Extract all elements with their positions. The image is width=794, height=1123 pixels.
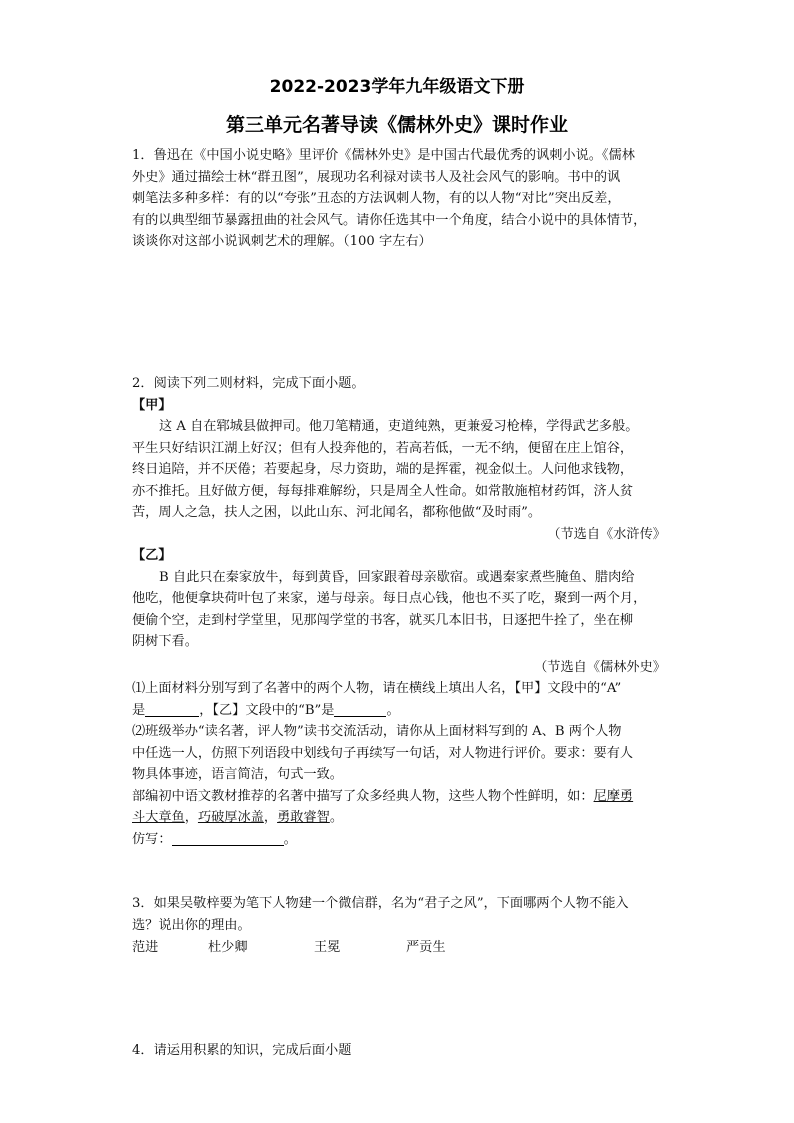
- passage-yi-source: （节选自《儒林外史》: [534, 659, 666, 675]
- question-1-line: 谈谈你对这部小说讽刺艺术的理解。（100 字左右）: [132, 234, 432, 249]
- question-1: [132, 145, 666, 253]
- passage-jia-line: 苦，周人之急，扶人之困，以此山东、河北闻名，都称他做“及时雨”。: [132, 505, 542, 520]
- example-text: 。: [329, 810, 343, 825]
- question-4-line: 4．请运用积累的知识，完成后面小题: [132, 1043, 352, 1058]
- imitate-label: 仿写：: [132, 831, 172, 847]
- answer-blank-b[interactable]: [334, 702, 386, 717]
- candidate-name: 严贡生: [406, 940, 446, 955]
- passage-jia-line: 平生只好结识江湖上好汉；但有人投奔他的，若高若低，一无不纳，便留在庄上馆谷，: [132, 440, 634, 456]
- subquestion-1-text: ，【乙】文段中的“B”是: [199, 702, 335, 718]
- passage-yi-label: 【乙】: [132, 548, 172, 563]
- passage-jia-line: 这 A 自在郓城县做押司。他刀笔精通，吏道纯熟，更兼爱习枪棒，学得武艺多般。: [159, 419, 639, 434]
- answer-blank-a[interactable]: [145, 702, 199, 717]
- subquestion-2-line: ⑵班级举办“读名著，评人物”读书交流活动，请你从上面材料写到的 A、B 两个人物: [132, 724, 622, 739]
- question-3-line: 3．如果吴敬梓要为笔下人物建一个微信群，名为“君子之风”，下面哪两个人物不能入: [132, 896, 629, 911]
- passage-jia-line: 终日追陪，并不厌倦；若要起身，尽力资助，端的是挥霍，视金似土。人问他求钱物，: [132, 462, 634, 477]
- question-3-line: 选？说出你的理由。: [132, 917, 251, 933]
- subquestion-1-fill-line: [132, 700, 666, 722]
- example-text: 部编初中语文教材推荐的名著中描写了众多经典人物，这些人物个性鲜明，如：: [132, 788, 594, 804]
- example-paragraph-line: [132, 807, 666, 829]
- passage-jia-line: 亦不推托。且好做方便，每每排难解纷，只是周全人性命。如常散施棺材药饵，济人贫: [132, 483, 634, 499]
- question-4: [132, 1040, 666, 1062]
- underlined-example: 尼摩勇: [593, 788, 634, 804]
- candidate-name: 范进: [132, 940, 159, 955]
- candidate-name: 杜少卿: [208, 940, 248, 955]
- passage-yi-line: 他吃，他便拿块荷叶包了来家，递与母亲。每日点心钱，他也不买了吃，聚到一两个月，: [132, 591, 647, 606]
- subquestion-2-line: 中任选一人，仿照下列语段中划线句子再续写一句话，对人物进行评价。要求：要有人: [132, 745, 634, 761]
- passage-jia-label: 【甲】: [132, 397, 172, 413]
- question-2: [132, 373, 666, 850]
- imitate-answer-blank[interactable]: [172, 831, 284, 846]
- underlined-example: 勇敢睿智: [277, 810, 330, 825]
- question-1-line: 1．鲁迅在《中国小说史略》里评价《儒林外史》是中国古代最优秀的讽刺小说。《儒林: [132, 148, 635, 163]
- question-3: [132, 893, 666, 936]
- question-2-intro: 2．阅读下列二则材料，完成下面小题。: [132, 376, 365, 391]
- subquestion-1-text: 是: [132, 702, 146, 718]
- worksheet-subtitle: 第三单元名著导读《儒林外史》课时作业: [225, 114, 568, 136]
- question-1-line: 刺笔法多种多样：有的以“夸张”丑态的方法讽刺人物，有的以人物“对比”突出反差，: [132, 191, 621, 206]
- question-1-line: 有的以典型细节暴露扭曲的社会风气。请你任选其中一个角度，结合小说中的具体情节，: [132, 212, 647, 228]
- example-text: ，: [263, 810, 278, 825]
- question-1-line: 外史》通过描绘士林“群丑图”，展现功名利禄对读书人及社会风气的影响。书中的讽: [132, 169, 621, 185]
- underlined-example: 斗大章鱼: [132, 810, 185, 825]
- subquestion-2-line: 物具体事迹，语言简洁，句式一致。: [132, 767, 343, 782]
- subquestion-1-line: ⑴上面材料分别写到了名著中的两个人物，请在横线上填出人名，【甲】文段中的“A”: [132, 681, 622, 696]
- subquestion-1-text: 。: [386, 702, 400, 718]
- underlined-example: 巧破厚冰盖: [197, 810, 264, 825]
- passage-yi-line: 便偷个空，走到村学堂里，见那闯学堂的书客，就买几本旧书，日逐把牛拴了，坐在柳: [132, 612, 634, 628]
- passage-jia-source: （节选自《水浒传》: [547, 526, 666, 542]
- passage-yi-line: 阴树下看。: [132, 634, 198, 649]
- candidate-name: 王冕: [314, 940, 341, 955]
- passage-yi-line: B 自此只在秦家放牛，每到黄昏，回家跟着母亲歇宿。或遇秦家煮些腌鱼、腊肉给: [159, 569, 635, 585]
- example-paragraph-line: [132, 786, 666, 808]
- example-text: ，: [184, 810, 198, 825]
- imitate-end: 。: [283, 831, 297, 847]
- worksheet-title: 2022-2023学年九年级语文下册: [269, 77, 525, 97]
- imitate-line: [132, 829, 666, 851]
